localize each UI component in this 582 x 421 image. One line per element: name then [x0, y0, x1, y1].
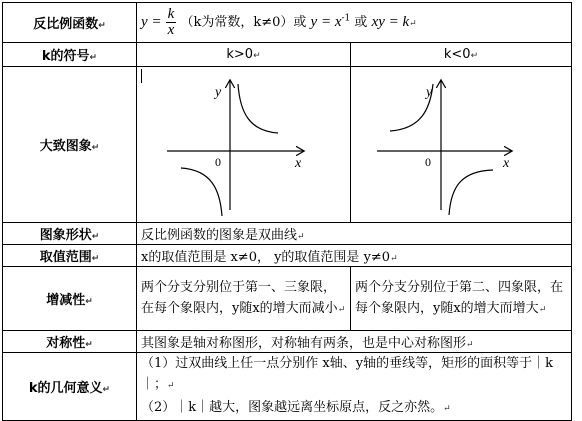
definition-formula: y = $\frac{k}{x}$ （k为常数，k≠0）或 $y = x^{-1}$ 或 xy = k↵ — [137, 3, 572, 43]
y-label: y — [215, 85, 222, 100]
branch-quadrant-1 — [238, 84, 278, 133]
sign-negative: k<0↵ — [351, 43, 572, 67]
monotonicity-negative: 两个分支分别位于第二、四象限，在每个象限内，y随x的增大而增大↵ — [351, 267, 572, 331]
geometric-meaning-text — [137, 353, 572, 421]
label-monotonicity: 增减性↵ — [3, 267, 137, 331]
inverse-function-table — [2, 2, 572, 421]
row-definition — [3, 3, 572, 43]
geo-point-1: （1）过双曲线上任一点分别作 x轴、y轴的垂线等，矩形的面积等于｜k｜；↵ — [141, 356, 553, 392]
branch-quadrant-3 — [181, 168, 222, 216]
graph-positive — [137, 67, 349, 218]
symmetry-text: 其图象是轴对称图形，对称轴有两条，也是中心对称图形↵ — [137, 331, 572, 353]
row-monotonicity — [3, 267, 572, 331]
sign-positive: k>0↵ — [137, 43, 351, 67]
branch-quadrant-4 — [449, 170, 493, 215]
row-range — [3, 245, 572, 267]
y-label: y — [426, 85, 433, 100]
geo-point-2: （2）｜k｜越大，图象越远离坐标原点，反之亦然。↵ — [141, 400, 451, 415]
origin-label: 0 — [215, 155, 221, 169]
label-symmetry: 对称性↵ — [3, 331, 137, 353]
x-label: x — [295, 156, 302, 171]
row-shape — [3, 223, 572, 245]
label-shape: 图象形状↵ — [3, 223, 137, 245]
label-sign: k的符号↵ — [3, 43, 137, 67]
row-geometric-meaning — [3, 353, 572, 421]
graph-negative — [351, 67, 570, 218]
label-range: 取值范围↵ — [3, 245, 137, 267]
shape-text: 反比例函数的图象是双曲线↵ — [137, 223, 572, 245]
fraction-k-over-x: $\frac{k}{x}$ — [167, 6, 175, 38]
x-label: x — [503, 156, 510, 171]
graph-negative-cell — [351, 67, 572, 223]
text-cursor — [141, 69, 142, 83]
graph-positive-cell — [137, 67, 351, 223]
range-text: x的取值范围是 x≠0， y的取值范围是 y≠0↵ — [137, 245, 572, 267]
label-definition: 反比例函数↵ — [3, 3, 137, 43]
row-symmetry — [3, 331, 572, 353]
monotonicity-positive: 两个分支分别位于第一、三象限，在每个象限内，y随x的增大而减小↵ — [137, 267, 351, 331]
row-sign — [3, 43, 572, 67]
label-graph: 大致图象↵ — [3, 67, 137, 223]
origin-label: 0 — [425, 155, 431, 169]
row-graph — [3, 67, 572, 223]
label-geometric-meaning: k的几何意义↵ — [3, 353, 137, 421]
